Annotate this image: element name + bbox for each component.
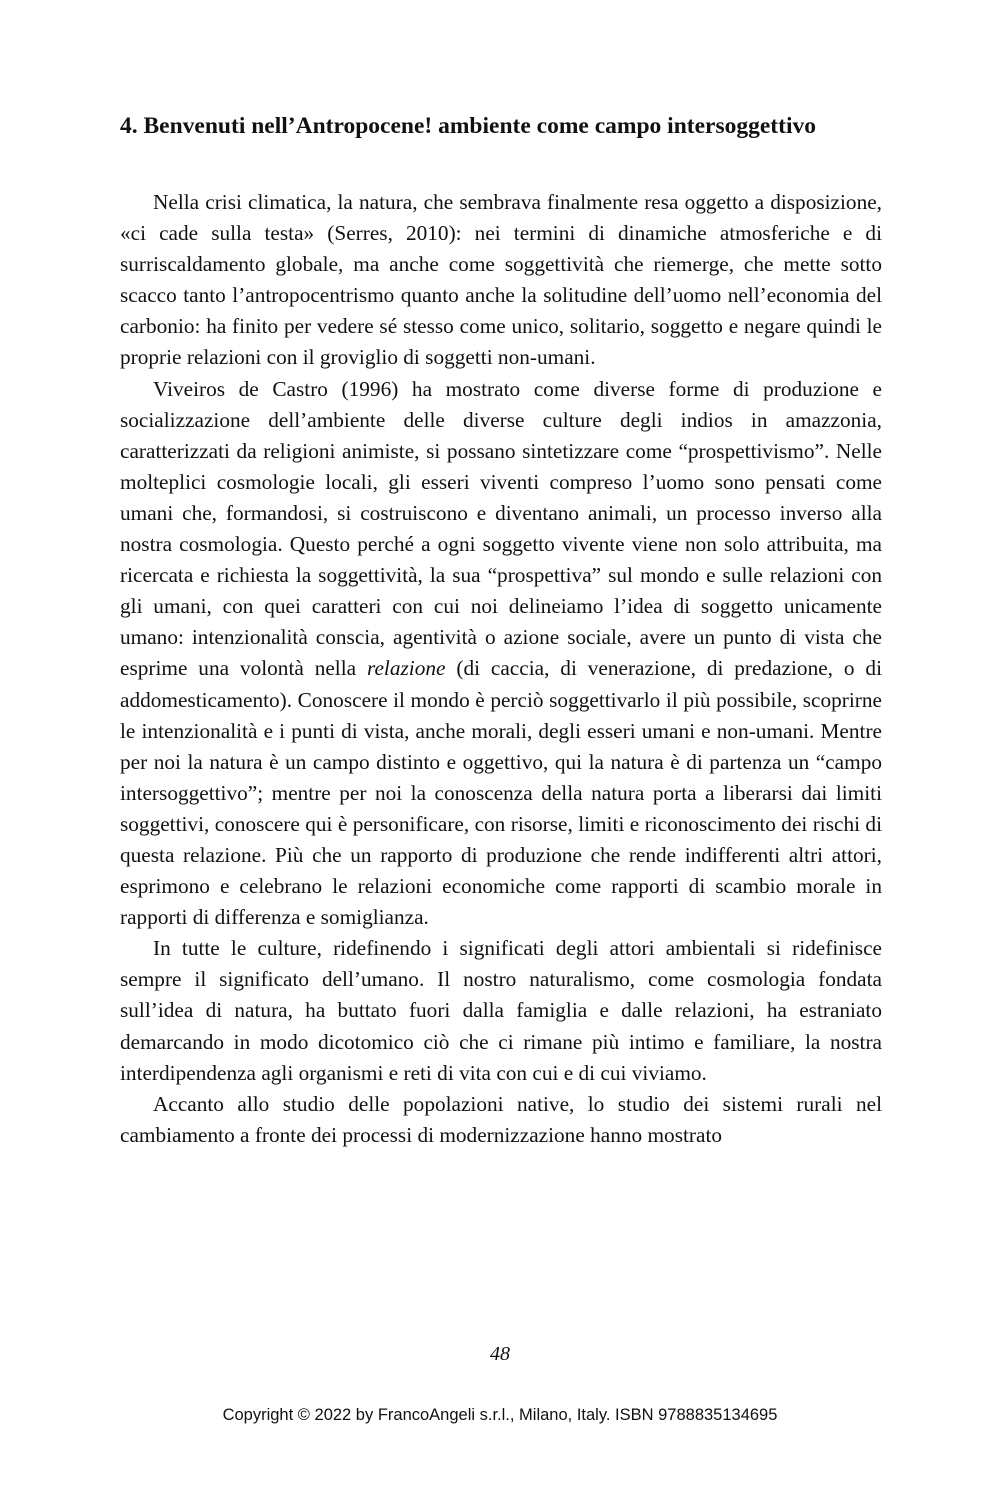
- page-number: 48: [490, 1343, 510, 1365]
- italic-term: relazione: [366, 656, 446, 681]
- section-heading: 4. Benvenuti nell’Antropocene! ambiente come campo intersoggettivo: [120, 113, 816, 139]
- paragraph-text-segment: Viveiros de Castro (1996) ha mostrato come diverse forme di produzione e socializzazione dell’ambiente delle diverse culture degli indios in amazzonia, caratterizzati da religioni animiste, si possano sintetizzare come “prospettivismo”. Nelle molteplici cosmologie locali, gli esseri viventi compreso l’uomo sono pensati come umani che, formandosi, si costruiscono e diventano animali, un processo inverso alla nostra cosmologia. Questo perché a ogni soggetto vivente viene non solo attribuita, ma ricercata e richiesta la soggettività, la sua “prospettiva” sul mondo e sulle relazioni con gli umani, con quei caratteri con cui noi delineiamo l’idea di soggetto unicamente umano: intenzionalità conscia, agentività o azione sociale, avere un punto di vista che esprime una volontà nella: [120, 376, 882, 681]
- body-paragraph-4: Accanto allo studio delle popolazioni native, lo studio dei sistemi rurali nel cambiamento a fronte dei processi di modernizzazione hanno mostrato: [120, 1091, 882, 1147]
- copyright-notice: Copyright © 2022 by FrancoAngeli s.r.l., Milano, Italy. ISBN 9788835134695: [222, 1406, 778, 1424]
- paragraph-text-segment: (di caccia, di venerazione, di predazione, o di addomesticamento). Conoscere il mondo è perciò soggettivarlo il più possibile, scoprirne le intenzionalità e i punti di vista, anche morali, degli esseri umani e non-umani. Mentre per noi la natura è un campo distinto e oggettivo, qui la natura è di partenza un “campo intersoggettivo”; mentre per noi la conoscenza della natura porta a liberarsi dai limiti soggettivi, conoscere qui è personificare, con risorse, limiti e riconoscimento dei rischi di questa relazione. Più che un rapporto di produzione che rende indifferenti altri attori, esprimono e celebrano le relazioni economiche come rapporti di scambio morale in rapporti di differenza e somiglianza.: [120, 656, 882, 930]
- page-content: [120, 110, 882, 1151]
- body-paragraph-3: In tutte le culture, ridefinendo i significati degli attori ambientali si ridefinisce sempre il significato dell’umano. Il nostro naturalismo, come cosmologia fondata sull’idea di natura, ha buttato fuori dalla famiglia e dalle relazioni, ha estraniato demarcando in modo dicotomico ciò che ci rimane più intimo e familiare, la nostra interdipendenza agli organismi e reti di vita con cui e di cui viviamo.: [120, 936, 882, 1085]
- body-paragraph-2: [120, 374, 882, 934]
- body-paragraph-1: Nella crisi climatica, la natura, che sembrava finalmente resa oggetto a disposizione, «ci cade sulla testa» (Serres, 2010): nei termini di dinamiche atmosferiche e di surriscaldamento globale, ma anche come soggettività che riemerge, che mette sotto scacco tanto l’antropocentrismo quanto anche la solitudine dell’uomo nell’economia del carbonio: ha finito per vedere sé stesso come unico, solitario, soggetto e negare quindi le proprie relazioni con il groviglio di soggetti non-umani.: [120, 190, 882, 370]
